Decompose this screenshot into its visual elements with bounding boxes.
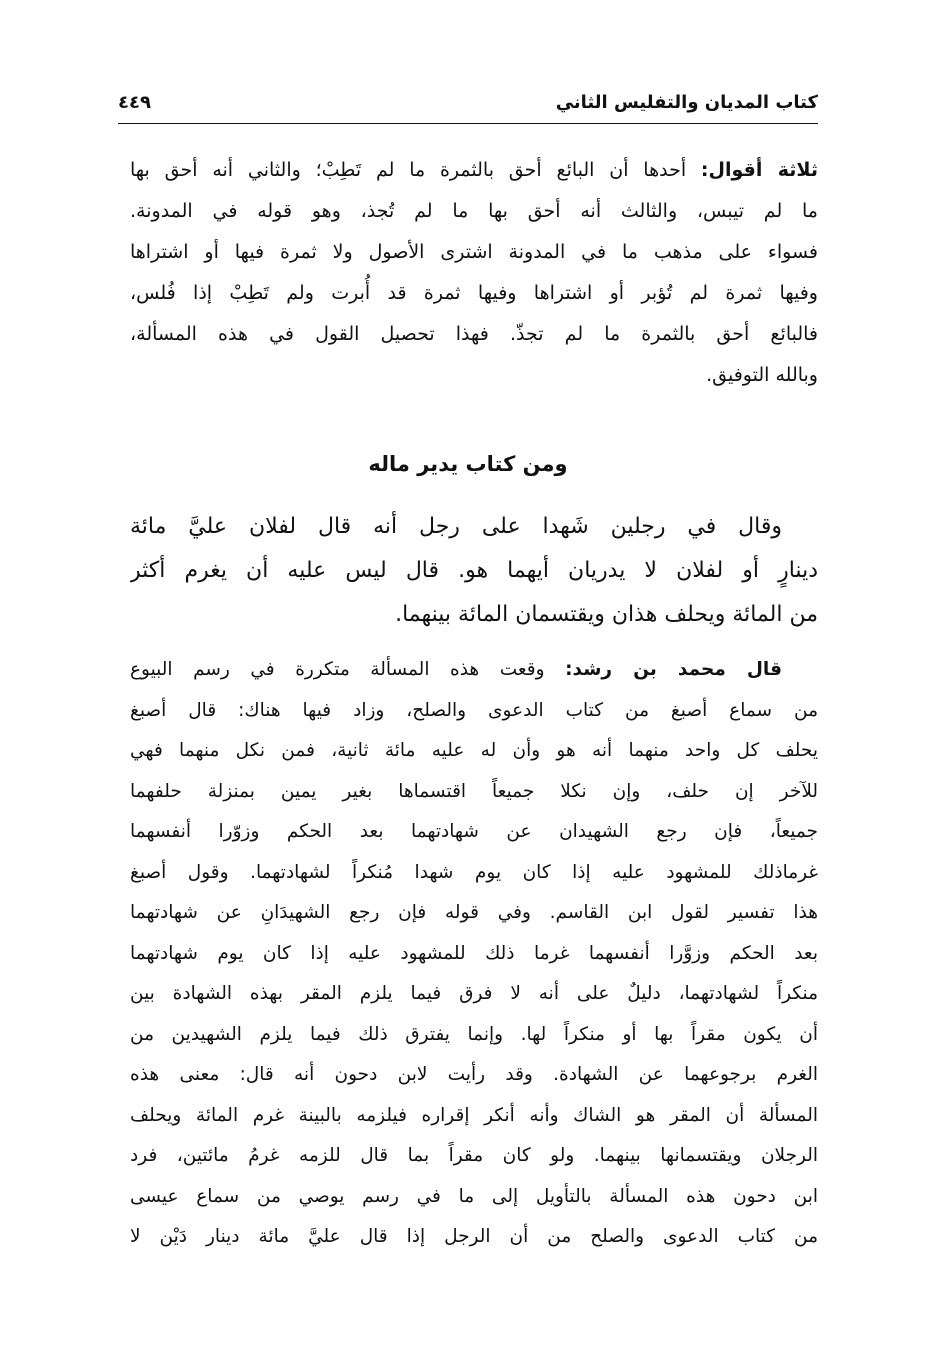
line-text: وقعت هذه المسألة متكررة في رسم البيوع xyxy=(130,659,545,680)
header-rule xyxy=(118,123,818,124)
paragraph-2 xyxy=(130,505,818,637)
text-line: دينارٍ أو لفلان لا يدريان أيهما هو. قال ليس عليه أن يغرم أكثر xyxy=(130,558,818,583)
text-line: يحلف كل واحد منهما أنه هو وأن له عليه مائة ثانية، فمن نكل منهما فهي xyxy=(130,740,818,761)
text-line: من كتاب الدعوى والصلح من أن الرجل إذا قال عليَّ مائة دينار دَيْن لا xyxy=(130,1226,818,1247)
page-number: ٤٤٩ xyxy=(118,92,151,113)
line-text: أحدها أن البائع أحق بالثمرة ما لم تَطِبْ؛ والثاني أنه أحق بها xyxy=(130,159,687,181)
text-line: وبالله التوفيق. xyxy=(706,364,818,386)
text-line: جميعاً، فإن رجع الشهيدان عن شهادتهما بعد الحكم وزوّرا أنفسهما xyxy=(130,821,818,842)
text-line: بعد الحكم وزوَّرا أنفسهما غرما ذلك للمشهود عليه إذا كان يوم شهادتهما xyxy=(130,942,818,964)
page-header xyxy=(118,88,818,122)
text-line: من سماع أصبغ من كتاب الدعوى والصلح، وزاد فيها هناك: قال أصبغ xyxy=(130,699,818,721)
text-line: أن يكون مقراً بها أو منكراً لها. وإنما يفترق ذلك فيما يلزم الشهيدين من xyxy=(130,1023,818,1045)
paragraph-1 xyxy=(130,150,818,396)
section-heading: ومن كتاب يدير ماله xyxy=(368,452,568,476)
text-line xyxy=(130,150,818,191)
text-line: للآخر إن حلف، وإن نكلا جميعاً اقتسماها بغير يمين بمنزلة حلفهما xyxy=(130,780,818,802)
text-line: فسواء على مذهب ما في المدونة اشترى الأصول ولا ثمرة فيها أو اشتراها xyxy=(130,241,818,263)
text-line: من المائة ويحلف هذان ويقتسمان المائة بينهما. xyxy=(395,602,818,627)
text-line: ابن دحون هذه المسألة بالتأويل إلى ما في رسم يوصي من سماع عيسى xyxy=(130,1185,818,1207)
text-line: هذا تفسير لقول ابن القاسم. وفي قوله فإن رجع الشهيدَانِ عن شهادتهما xyxy=(130,902,818,923)
text-line: غرماذلك للمشهود عليه إذا كان يوم شهدا مُنكراً لشهادتهما. وقول أصبغ xyxy=(130,861,818,883)
text-line: وفيها ثمرة لم تُؤبر أو اشتراها وفيها ثمرة قد أُبرت ولم تَطِبْ إذا فُلس، xyxy=(130,282,818,304)
text-line: الغرم برجوعهما عن الشهادة. وقد رأيت لابن دحون أنه قال: معنى هذه xyxy=(130,1064,818,1085)
text-line: الرجلان ويقتسمانها بينهما. ولو كان مقراً بما قال للزمه غرمُ مائتين، فرد xyxy=(130,1145,818,1166)
text-line: منكراً لشهادتهما، دليلٌ على أنه لا فرق فيما يلزم المقر بهذه الشهادة بين xyxy=(130,983,818,1004)
paragraph-3 xyxy=(130,650,818,1258)
text-line: المسألة أن المقر هو الشاك وأنه أنكر إقراره فيلزمه بالبينة غرم المائة ويحلف xyxy=(130,1104,818,1126)
paragraph-lead: قال محمد بن رشد: xyxy=(565,659,782,680)
text-line: ما لم تيبس، والثالث أنه أحق بها ما لم تُجذ، وهو قوله في المدونة. xyxy=(130,200,818,222)
text-line: فالبائع أحق بالثمرة ما لم تجذّ. فهذا تحصيل القول في هذه المسألة، xyxy=(130,323,818,345)
text-line xyxy=(130,650,818,691)
running-title: كتاب المديان والتفليس الثاني xyxy=(555,92,818,113)
text-line: وقال في رجلين شَهدا على رجل أنه قال لفلان عليَّ مائة xyxy=(130,514,782,539)
paragraph-lead: ثلاثة أقوال: xyxy=(700,159,818,181)
